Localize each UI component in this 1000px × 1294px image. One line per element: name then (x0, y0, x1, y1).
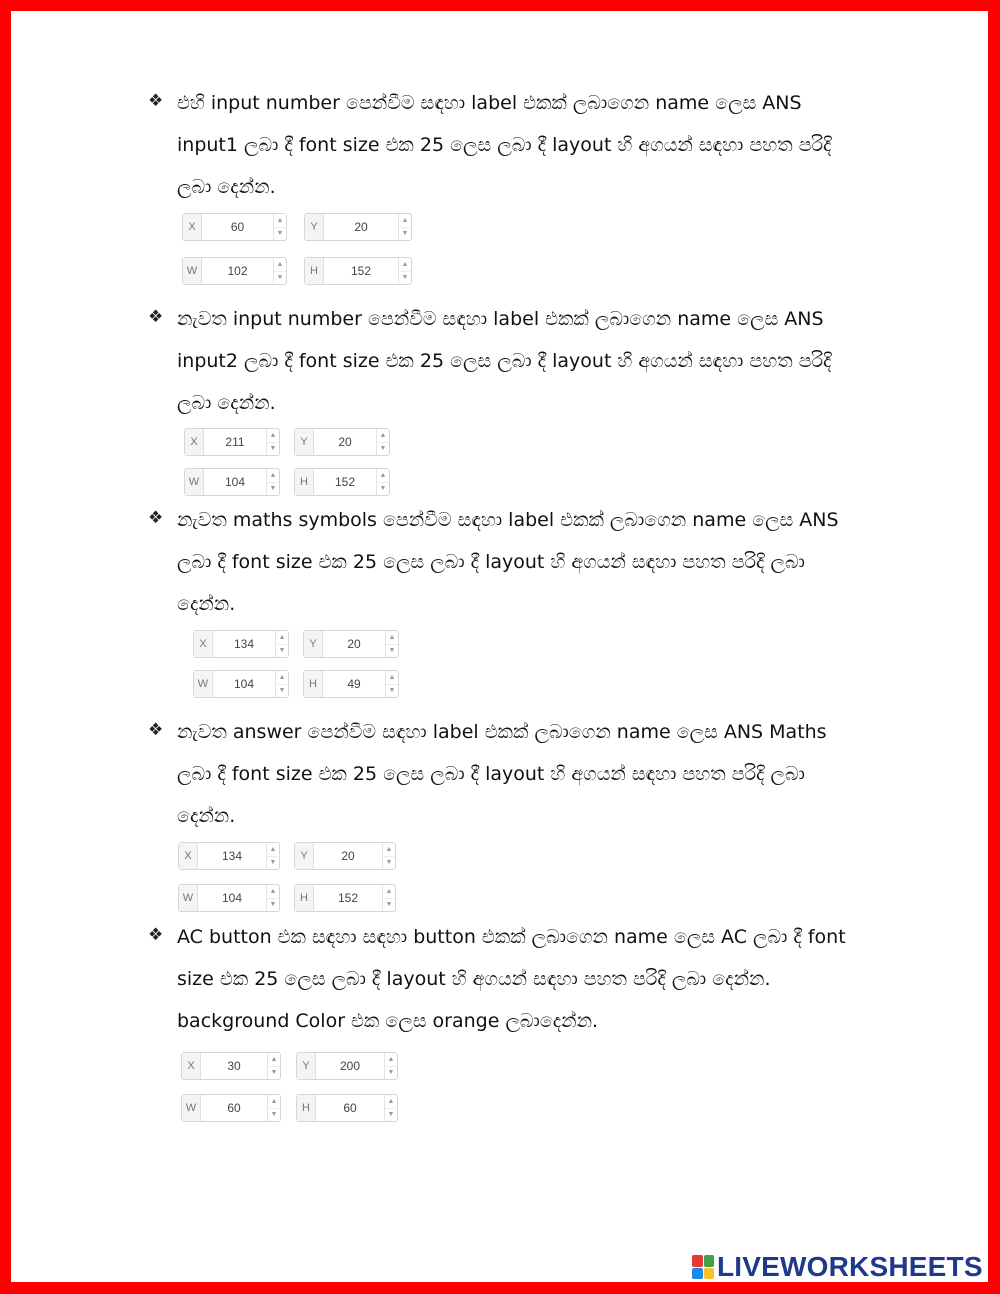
field-value[interactable]: 152 (337, 891, 359, 905)
chevron-up-icon[interactable]: ▲ (385, 845, 393, 853)
field-value[interactable]: 152 (334, 475, 356, 489)
layout-field-x[interactable] (184, 428, 280, 456)
field-label: H (295, 885, 314, 911)
spinner[interactable] (267, 1053, 280, 1079)
chevron-up-icon[interactable]: ▲ (388, 673, 396, 681)
instruction-line: background Color එක ලෙස orange ලබාදෙන්න. (177, 1010, 599, 1032)
field-label: W (194, 671, 213, 697)
field-label: H (305, 258, 324, 284)
chevron-down-icon[interactable]: ▼ (399, 227, 411, 241)
instruction-line: ලබා දී font size එක 25 ලෙස ලබා දී layout හි අගයන් සඳහා පහත පරිදි ලබා (177, 763, 805, 785)
chevron-down-icon[interactable]: ▼ (268, 1108, 280, 1122)
chevron-down-icon[interactable]: ▼ (274, 271, 286, 285)
chevron-up-icon[interactable]: ▲ (269, 431, 277, 439)
chevron-up-icon[interactable]: ▲ (276, 260, 284, 268)
instruction-line: එහි input number පෙන්වීම සඳහා label එකක් ලබාගෙන name ලෙස ANS (177, 92, 802, 114)
spinner[interactable] (273, 258, 286, 284)
field-label: W (185, 469, 204, 495)
layout-field-y[interactable] (294, 428, 390, 456)
field-label: Y (305, 214, 324, 240)
chevron-up-icon[interactable]: ▲ (278, 633, 286, 641)
chevron-down-icon[interactable]: ▼ (267, 898, 279, 912)
layout-field-y[interactable] (304, 213, 412, 241)
chevron-down-icon[interactable]: ▼ (383, 898, 395, 912)
chevron-up-icon[interactable]: ▲ (270, 1097, 278, 1105)
chevron-up-icon[interactable]: ▲ (269, 471, 277, 479)
field-value[interactable]: 20 (341, 849, 355, 863)
liveworksheets-wordmark: LIVEWORKSHEETS (717, 1251, 983, 1282)
field-label: X (182, 1053, 201, 1079)
spinner[interactable] (384, 1053, 397, 1079)
instruction-line: input2 ලබා දී font size එක 25 ලෙස ලබා දී layout හි අගයන් සඳහා පහත පරිදි (177, 350, 832, 372)
field-value[interactable]: 200 (339, 1059, 361, 1073)
field-value[interactable]: 20 (354, 220, 368, 234)
layout-field-y[interactable] (296, 1052, 398, 1080)
field-label: H (297, 1095, 316, 1121)
chevron-up-icon[interactable]: ▲ (276, 216, 284, 224)
field-label: X (179, 843, 198, 869)
chevron-down-icon[interactable]: ▼ (386, 684, 398, 698)
layout-field-x[interactable] (182, 213, 287, 241)
chevron-down-icon[interactable]: ▼ (274, 227, 286, 241)
field-label: H (304, 671, 323, 697)
field-label: Y (295, 843, 314, 869)
spinner[interactable] (266, 469, 279, 495)
field-value[interactable]: 104 (224, 475, 246, 489)
spinner[interactable] (385, 631, 398, 657)
instruction-line: නැවත answer පෙන්වීම සඳහා label එකක් ලබාගෙන name ලෙස ANS Maths (177, 721, 827, 743)
layout-field-x[interactable] (178, 842, 280, 870)
chevron-down-icon[interactable]: ▼ (385, 1108, 397, 1122)
chevron-up-icon[interactable]: ▲ (270, 1055, 278, 1063)
instruction-paragraph (177, 82, 897, 208)
spinner[interactable] (267, 1095, 280, 1121)
layout-field-h[interactable] (294, 468, 390, 496)
chevron-down-icon[interactable]: ▼ (399, 271, 411, 285)
layout-field-w[interactable] (193, 670, 289, 698)
instruction-line: input1 ලබා දී font size එක 25 ලෙස ලබා දී layout හි අගයන් සඳහා පහත පරිදි (177, 134, 832, 156)
field-value[interactable]: 60 (230, 220, 245, 234)
field-value[interactable]: 30 (227, 1059, 241, 1073)
spinner[interactable] (273, 214, 286, 240)
field-value[interactable]: 104 (221, 891, 243, 905)
chevron-down-icon[interactable]: ▼ (386, 644, 398, 658)
chevron-down-icon[interactable]: ▼ (276, 684, 288, 698)
field-label: Y (297, 1053, 316, 1079)
chevron-up-icon[interactable]: ▲ (379, 471, 387, 479)
field-label: W (182, 1095, 201, 1121)
layout-field-h[interactable] (296, 1094, 398, 1122)
instruction-line: දෙන්න. (177, 805, 236, 827)
bullet-icon: ❖ (148, 307, 164, 326)
bullet-icon: ❖ (148, 508, 164, 527)
chevron-down-icon[interactable]: ▼ (268, 1066, 280, 1080)
spinner[interactable] (398, 214, 411, 240)
chevron-down-icon[interactable]: ▼ (385, 1066, 397, 1080)
spinner[interactable] (275, 631, 288, 657)
chevron-up-icon[interactable]: ▲ (379, 431, 387, 439)
instruction-line: ලබා දී font size එක 25 ලෙස ලබා දී layout හි අගයන් සඳහා පහත පරිදි ලබා (177, 551, 805, 573)
field-label: X (185, 429, 204, 455)
instruction-paragraph (177, 916, 897, 1042)
chevron-up-icon[interactable]: ▲ (269, 887, 277, 895)
layout-field-w[interactable] (182, 257, 287, 285)
instruction-paragraph (177, 499, 897, 625)
field-value[interactable]: 211 (225, 435, 245, 449)
chevron-up-icon[interactable]: ▲ (269, 845, 277, 853)
chevron-down-icon[interactable]: ▼ (267, 856, 279, 870)
layout-field-y[interactable] (294, 842, 396, 870)
field-label: X (194, 631, 213, 657)
field-value[interactable]: 60 (343, 1101, 357, 1115)
liveworksheets-logo-icon (692, 1255, 714, 1279)
layout-field-w[interactable] (181, 1094, 281, 1122)
layout-field-w[interactable] (184, 468, 280, 496)
instruction-line: ලබා දෙන්න. (177, 176, 276, 198)
spinner[interactable] (266, 843, 279, 869)
field-value[interactable]: 102 (227, 264, 248, 278)
field-label: Y (295, 429, 314, 455)
chevron-down-icon[interactable]: ▼ (267, 442, 279, 456)
spinner[interactable] (376, 429, 389, 455)
bullet-icon: ❖ (148, 720, 164, 739)
field-label: H (295, 469, 314, 495)
instruction-line: AC button එක සඳහා සඳහා button එකක් ලබාගෙන name ලෙස AC ලබා දී font (177, 926, 846, 948)
field-label: X (183, 214, 202, 240)
layout-field-x[interactable] (193, 630, 289, 658)
layout-field-h[interactable] (303, 670, 399, 698)
chevron-up-icon[interactable]: ▲ (387, 1055, 395, 1063)
field-label: W (179, 885, 198, 911)
field-label: Y (304, 631, 323, 657)
chevron-down-icon[interactable]: ▼ (383, 856, 395, 870)
spinner[interactable] (382, 885, 395, 911)
chevron-down-icon[interactable]: ▼ (377, 442, 389, 456)
instruction-line: size එක 25 ලෙස ලබා දී layout හි අගයන් සඳහා පහත පරිදි ලබා දෙන්න. (177, 968, 771, 990)
field-value[interactable]: 20 (347, 637, 361, 651)
chevron-up-icon[interactable]: ▲ (385, 887, 393, 895)
bullet-icon: ❖ (148, 91, 164, 110)
layout-field-h[interactable] (304, 257, 412, 285)
field-label: W (183, 258, 202, 284)
chevron-up-icon[interactable]: ▲ (388, 633, 396, 641)
spinner[interactable] (266, 429, 279, 455)
spinner[interactable] (382, 843, 395, 869)
spinner[interactable] (376, 469, 389, 495)
instruction-line: ලබා දෙන්න. (177, 392, 276, 414)
layout-field-y[interactable] (303, 630, 399, 658)
field-value[interactable]: 20 (338, 435, 352, 449)
spinner[interactable] (266, 885, 279, 911)
spinner[interactable] (384, 1095, 397, 1121)
instruction-line: නැවත maths symbols පෙන්වීම සඳහා label එකක් ලබාගෙන name ලෙස ANS (177, 509, 839, 531)
spinner[interactable] (398, 258, 411, 284)
spinner[interactable] (275, 671, 288, 697)
chevron-down-icon[interactable]: ▼ (267, 482, 279, 496)
chevron-up-icon[interactable]: ▲ (278, 673, 286, 681)
field-value[interactable]: 104 (233, 677, 255, 691)
field-value[interactable]: 134 (233, 637, 255, 651)
field-value[interactable]: 49 (347, 677, 361, 691)
chevron-up-icon[interactable]: ▲ (401, 216, 409, 224)
layout-field-x[interactable] (181, 1052, 281, 1080)
bullet-icon: ❖ (148, 925, 164, 944)
instruction-line: නැවත input number පෙන්වීම සඳහා label එකක් ලබාගෙන name ලෙස ANS (177, 308, 824, 330)
chevron-up-icon[interactable]: ▲ (401, 260, 409, 268)
chevron-down-icon[interactable]: ▼ (377, 482, 389, 496)
instruction-line: දෙන්න. (177, 593, 236, 615)
layout-field-h[interactable] (294, 884, 396, 912)
field-value[interactable]: 152 (350, 264, 372, 278)
chevron-down-icon[interactable]: ▼ (276, 644, 288, 658)
layout-field-w[interactable] (178, 884, 280, 912)
spinner[interactable] (385, 671, 398, 697)
field-value[interactable]: 134 (221, 849, 243, 863)
chevron-up-icon[interactable]: ▲ (387, 1097, 395, 1105)
liveworksheets-logo (692, 1252, 983, 1282)
field-value[interactable]: 60 (227, 1101, 241, 1115)
instruction-paragraph (177, 711, 897, 837)
instruction-paragraph (177, 298, 897, 424)
